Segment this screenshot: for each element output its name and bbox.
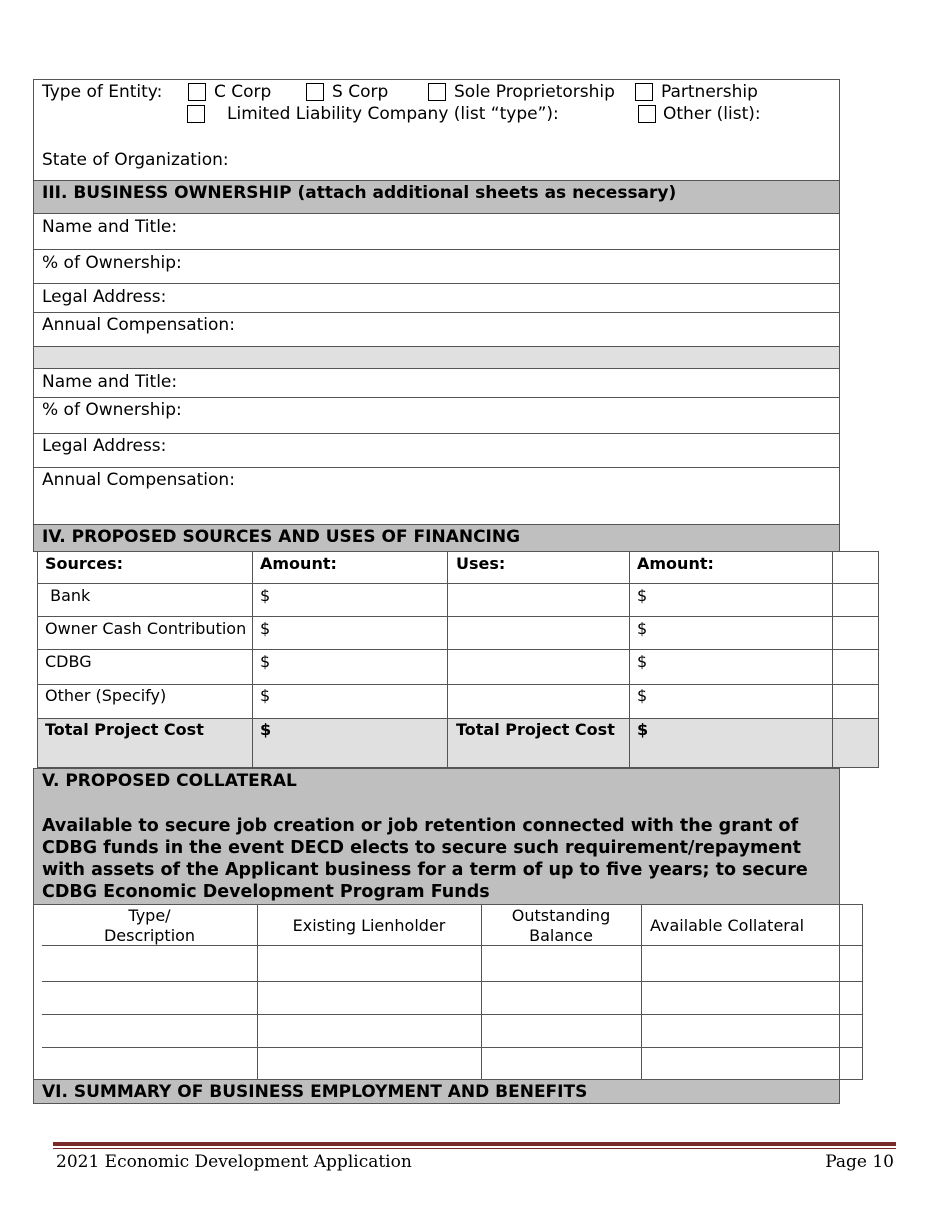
col-available-header: Available Collateral xyxy=(650,916,805,935)
row-owner-cash-source: Owner Cash Contribution xyxy=(45,619,247,638)
row-other-source: Other (Specify) xyxy=(45,686,167,705)
col-uses-header: Uses: xyxy=(456,554,506,573)
row-cdbg-use-amount[interactable]: $ xyxy=(637,652,648,671)
section-3-title: III. BUSINESS OWNERSHIP (attach additional sheets as necessary) xyxy=(42,183,677,203)
total-uses-amount[interactable]: $ xyxy=(637,720,649,739)
col-sources-header: Sources: xyxy=(45,554,124,573)
total-sources-label: Total Project Cost xyxy=(45,720,204,739)
row-cdbg-source: CDBG xyxy=(45,652,92,671)
row-bank-amount[interactable]: $ xyxy=(260,586,271,605)
col-type-header-line2: Description xyxy=(103,926,196,945)
section-5-description: Available to secure job creation or job retention connected with the grant of CDBG funds in the event DECD elects to secure such requirement/repayment with assets of the Applicant business for a term of up to five years; to secure CDBG Economic Development Program Funds xyxy=(42,816,808,902)
row-other-amount[interactable]: $ xyxy=(260,686,271,705)
row-bank-source: Bank xyxy=(45,586,91,605)
owner2-address-label: Legal Address: xyxy=(42,436,167,456)
total-uses-label: Total Project Cost xyxy=(456,720,615,739)
partnership-checkbox[interactable] xyxy=(635,83,653,101)
footer-document-title: 2021 Economic Development Application xyxy=(56,1152,412,1172)
llc-checkbox[interactable] xyxy=(187,105,205,123)
col-balance-header-line1: Outstanding xyxy=(511,906,611,925)
owner1-address-label: Legal Address: xyxy=(42,287,167,307)
owner1-compensation-label: Annual Compensation: xyxy=(42,315,235,335)
row-cdbg-amount[interactable]: $ xyxy=(260,652,271,671)
sole-proprietorship-label: Sole Proprietorship xyxy=(454,82,615,102)
row-bank-use-amount[interactable]: $ xyxy=(637,586,648,605)
row-owner-cash-amount[interactable]: $ xyxy=(260,619,271,638)
owner2-compensation-label: Annual Compensation: xyxy=(42,470,235,490)
row-owner-cash-use-amount[interactable]: $ xyxy=(637,619,648,638)
owner1-ownership-label: % of Ownership: xyxy=(42,253,182,273)
footer-rule-thin xyxy=(53,1148,896,1149)
section-5-title: V. PROPOSED COLLATERAL xyxy=(42,771,297,791)
footer-rule-thick xyxy=(53,1142,896,1146)
owner2-name-label: Name and Title: xyxy=(42,372,178,392)
llc-label: Limited Liability Company (list “type”): xyxy=(227,104,559,124)
partnership-label: Partnership xyxy=(661,82,758,102)
col-balance-header-line2: Balance xyxy=(529,926,593,945)
owner2-ownership-label: % of Ownership: xyxy=(42,400,182,420)
c-corp-label: C Corp xyxy=(214,82,272,102)
s-corp-checkbox[interactable] xyxy=(306,83,324,101)
row-other-use-amount[interactable]: $ xyxy=(637,686,648,705)
other-entity-checkbox[interactable] xyxy=(638,105,656,123)
owner-separator xyxy=(34,347,839,368)
other-entity-label: Other (list): xyxy=(663,104,761,124)
s-corp-label: S Corp xyxy=(332,82,389,102)
section-6-title: VI. SUMMARY OF BUSINESS EMPLOYMENT AND BENEFITS xyxy=(42,1082,588,1102)
c-corp-checkbox[interactable] xyxy=(188,83,206,101)
state-of-organization-label: State of Organization: xyxy=(42,150,229,170)
entity-type-label: Type of Entity: xyxy=(42,82,163,102)
col-lienholder-header: Existing Lienholder xyxy=(292,916,446,935)
total-sources-amount[interactable]: $ xyxy=(260,720,272,739)
owner1-name-label: Name and Title: xyxy=(42,217,178,237)
footer-page-number: Page 10 xyxy=(825,1152,894,1172)
section-4-title: IV. PROPOSED SOURCES AND USES OF FINANCING xyxy=(42,527,521,547)
col-type-header-line1: Type/ xyxy=(128,906,171,925)
col-amount1-header: Amount: xyxy=(260,554,337,573)
col-amount2-header: Amount: xyxy=(637,554,714,573)
sole-proprietorship-checkbox[interactable] xyxy=(428,83,446,101)
